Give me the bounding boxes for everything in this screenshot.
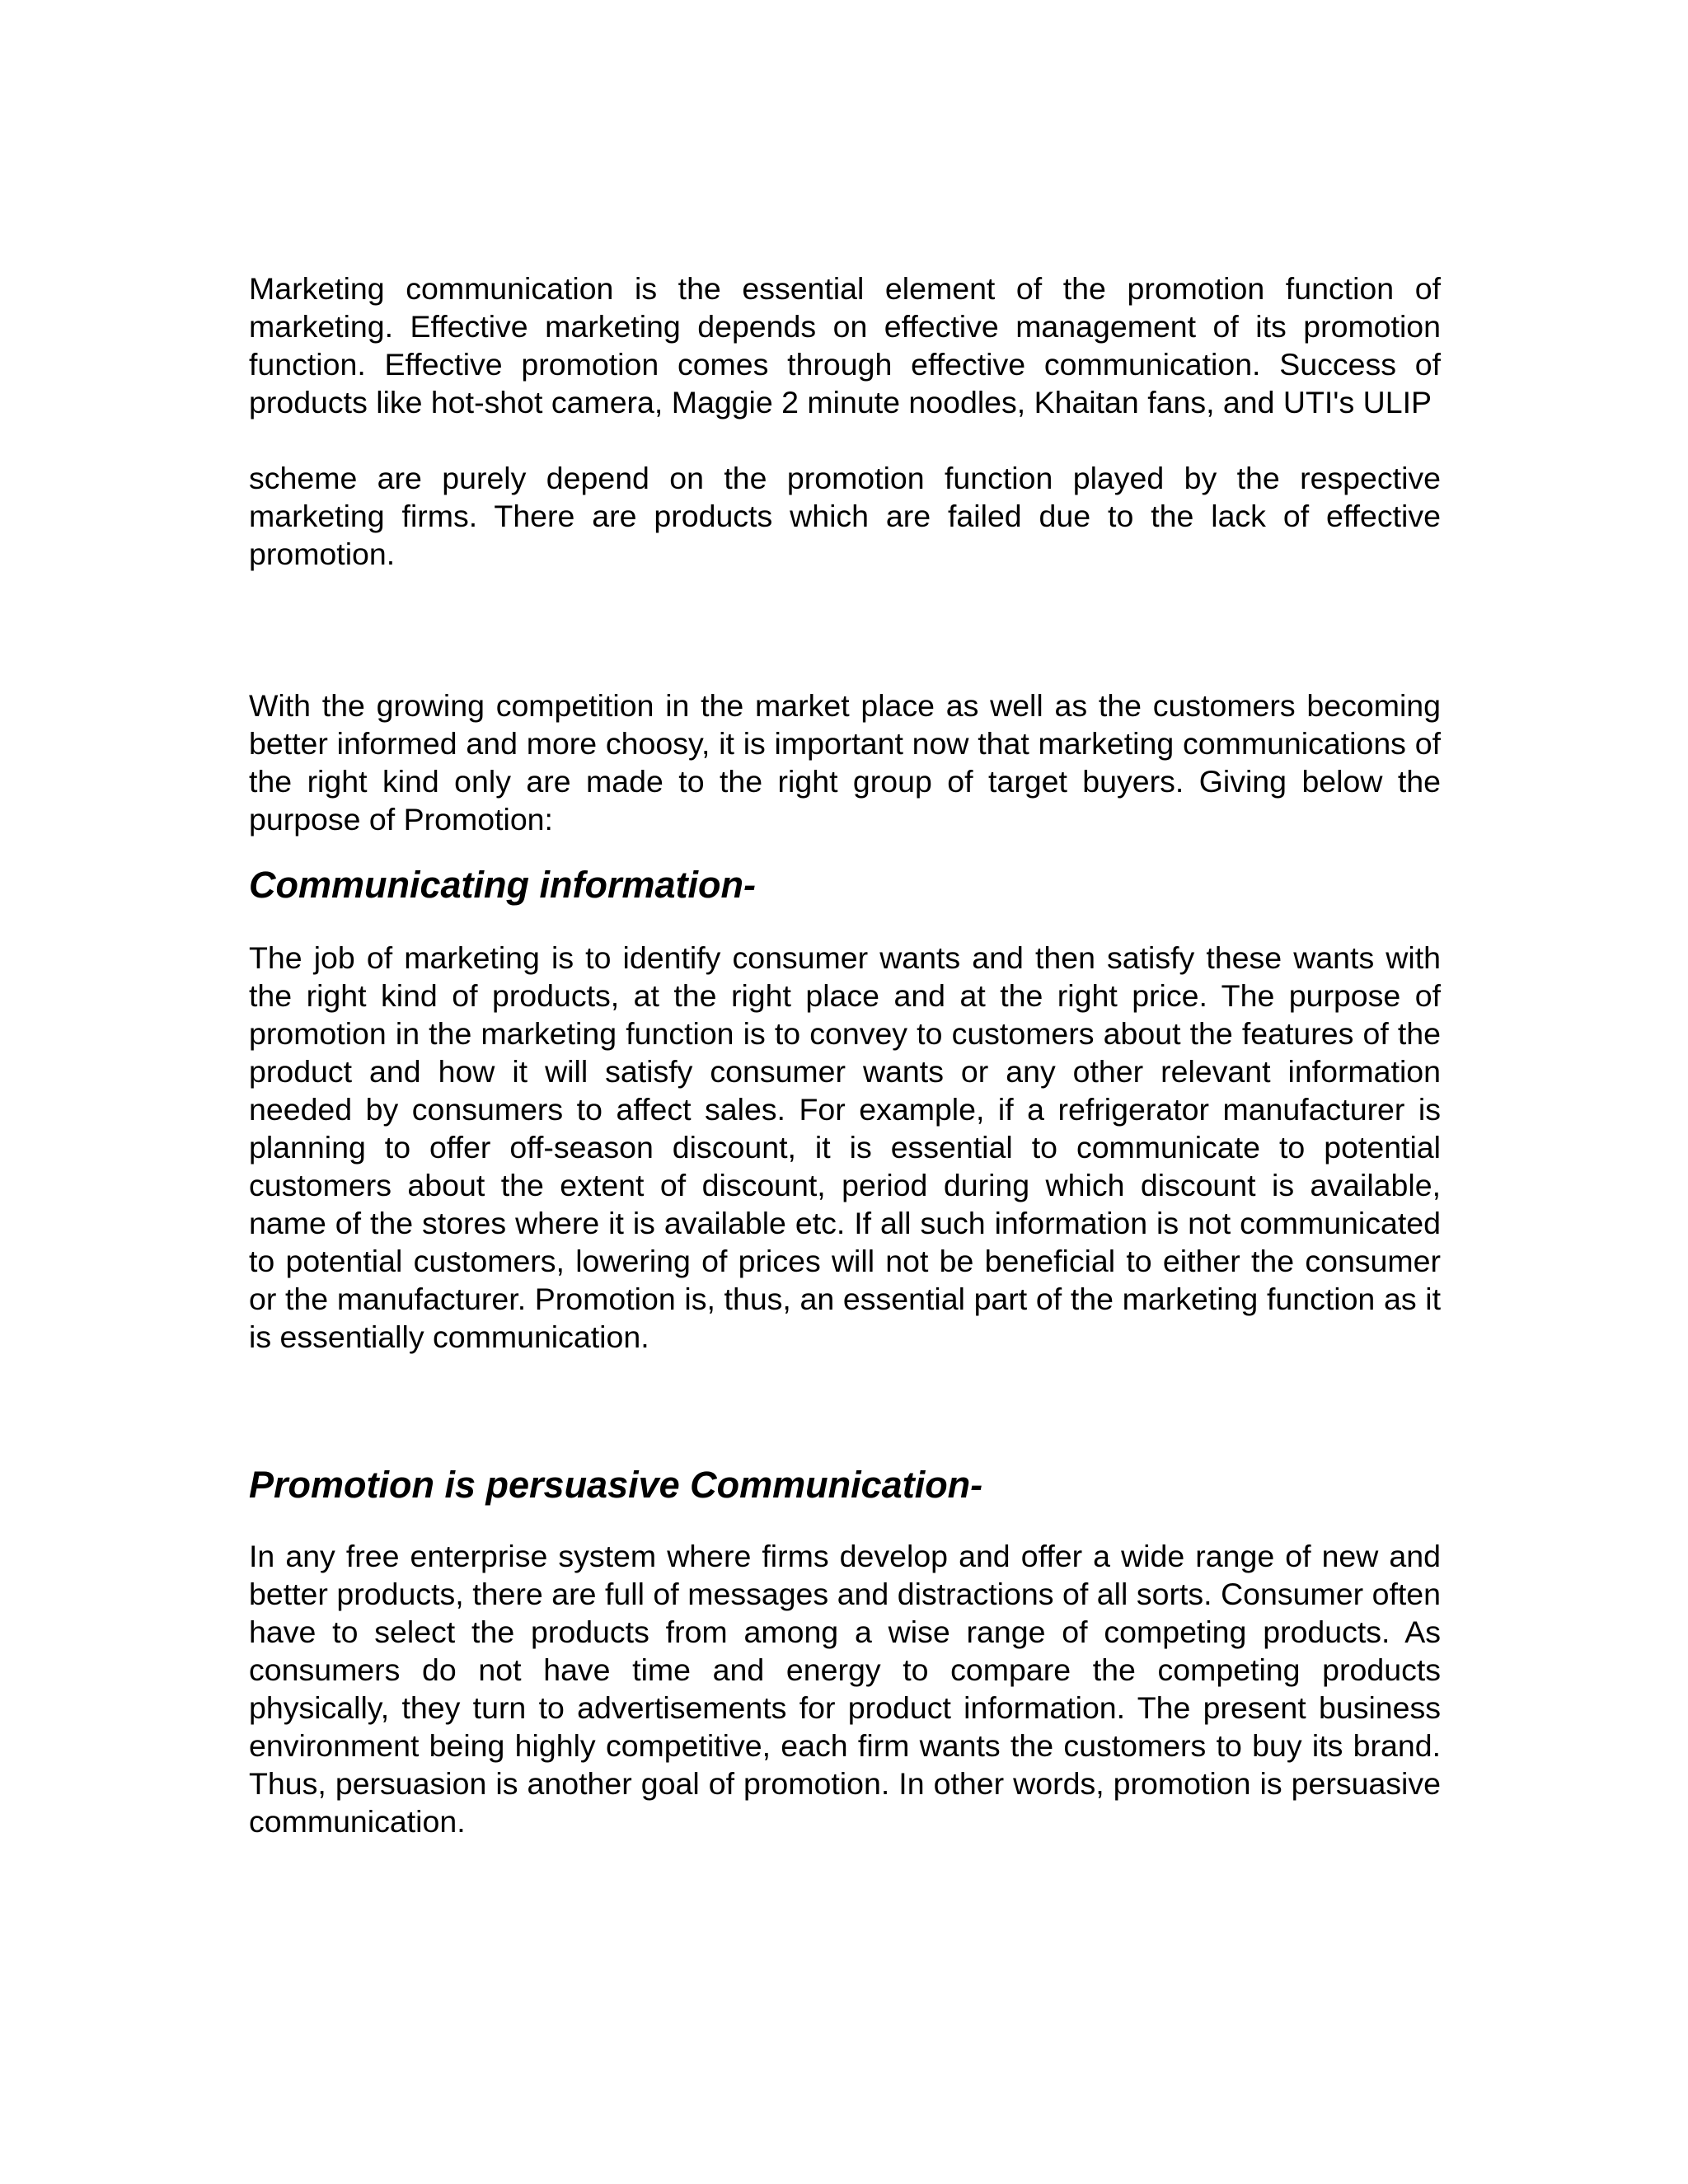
heading-communicating-information: Communicating information- <box>249 864 756 906</box>
heading-persuasive-communication: Promotion is persuasive Communication- <box>249 1464 983 1506</box>
document-body <box>249 269 1441 1840</box>
paragraph-job-of-marketing: The job of marketing is to identify consumer wants and then satisfy these wants with the right kind of products, at the right place and at the right price. The purpose of promotion in the marketing function is to convey to customers about the features of the product and how it will satisfy consumer wants or any other relevant information needed by consumers to affect sales. For example, if a refrigerator manufacturer is planning to offer off-season discount, it is essential to communicate to potential customers about the extent of discount, period during which discount is available, name of the stores where it is available etc. If all such information is not communicated to potential customers, lowering of prices will not be beneficial to either the consumer or the manufacturer. Promotion is, thus, an essential part of the marketing function as it is essentially communication. <box>249 940 1441 1354</box>
paragraph-free-enterprise: In any free enterprise system where firms develop and offer a wide range of new and better products, there are full of messages and distractions of all sorts. Consumer often have to select the products from among a wise range of competing products. As consumers do not have time and energy to compare the competing products physically, they turn to advertisements for product information. The present business environment being highly competitive, each firm wants the customers to buy its brand. Thus, persuasion is another goal of promotion. In other words, promotion is persuasive communication. <box>249 1539 1441 1839</box>
paragraph-scheme: scheme are purely depend on the promotion function played by the respective marketing firms. There are products which are failed due to the lack of effective promotion. <box>249 461 1441 571</box>
paragraph-intro: Marketing communication is the essential element of the promotion function of marketing. Effective marketing depends on effective management of its promotion function. Effective promotion comes through effective communication. Success of products like hot-shot camera, Maggie 2 minute noodles, Khaitan fans, and UTI's ULIP <box>249 271 1441 419</box>
paragraph-competition: With the growing competition in the market place as well as the customers becoming better informed and more choosy, it is important now that marketing communications of the right kind only are made to the right group of target buyers. Giving below the purpose of Promotion: <box>249 688 1441 837</box>
